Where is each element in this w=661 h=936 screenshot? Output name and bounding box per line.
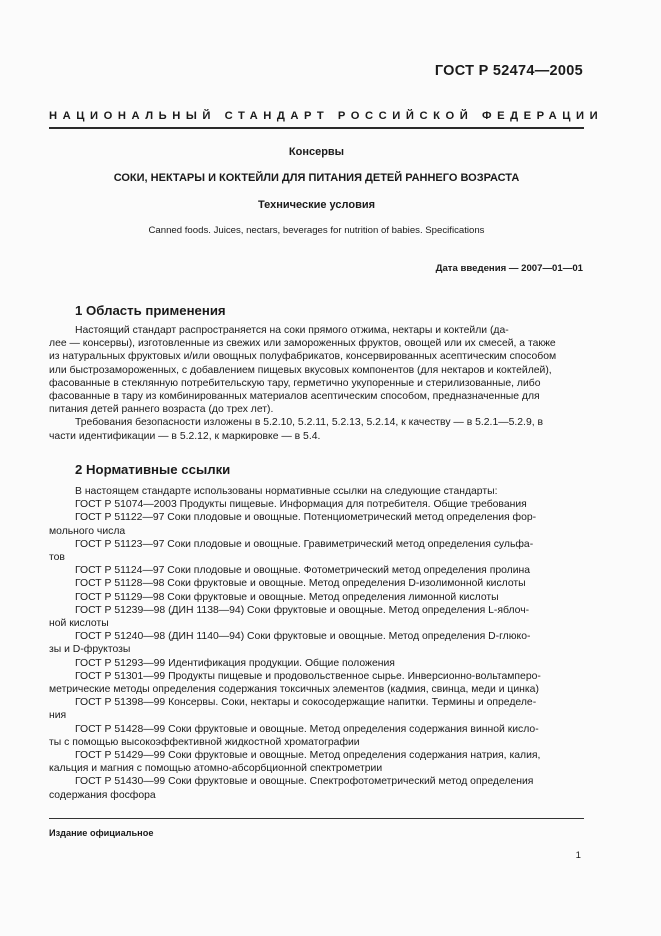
text-line: ГОСТ Р 51129—98 Соки фруктовые и овощные. Метод определения лимонной кислоты xyxy=(75,591,499,603)
text-line: ГОСТ Р 51301—99 Продукты пищевые и продовольственное сырье. Инверсионно-вольтамперо- xyxy=(75,670,541,682)
reference-item xyxy=(49,696,584,722)
text-line: ГОСТ Р 51123—97 Соки плодовые и овощные. Гравиметрический метод определения сульфа- xyxy=(75,538,534,550)
text-line: Настоящий стандарт распространяется на соки прямого отжима, нектары и коктейли (да- xyxy=(75,325,509,336)
text-line: ГОСТ Р 51430—99 Соки фруктовые и овощные. Спектрофотометрический метод определения xyxy=(75,776,534,788)
text-line: зы и D-фруктозы xyxy=(49,644,131,656)
title-main: СОКИ, НЕКТАРЫ И КОКТЕЙЛИ ДЛЯ ПИТАНИЯ ДЕТЕЙ РАННЕГО ВОЗРАСТА xyxy=(113,172,520,184)
text-line: ты с помощью высокоэффективной жидкостной хроматографии xyxy=(49,736,360,748)
text-line: ГОСТ Р 51239—98 (ДИН 1138—94) Соки фруктовые и овощные. Метод определения L-яблоч- xyxy=(75,604,530,616)
reference-item xyxy=(49,511,584,537)
text-line: ГОСТ Р 51429—99 Соки фруктовые и овощные. Метод определения содержания натрия, калия, xyxy=(75,750,541,762)
title-category: Консервы xyxy=(288,146,345,158)
text-line: лее — консервы), изготовленные из свежих или замороженных фруктов, овощей или их смесей, а также xyxy=(49,338,556,350)
document-code: ГОСТ Р 52474—2005 xyxy=(434,63,583,79)
text-line: ной кислоты xyxy=(49,618,109,630)
title-english: Canned foods. Juices, nectars, beverages for nutrition of babies. Specifications xyxy=(148,225,485,236)
reference-item xyxy=(49,775,584,801)
text-line: В настоящем стандарте использованы нормативные ссылки на следующие стандарты: xyxy=(75,486,498,497)
reference-item xyxy=(49,670,584,696)
text-line: ГОСТ Р 51074—2003 Продукты пищевые. Информация для потребителя. Общие требования xyxy=(75,499,527,511)
references-list xyxy=(49,498,584,802)
reference-item xyxy=(49,538,584,564)
text-line: содержания фосфора xyxy=(49,789,156,801)
section-1-body xyxy=(49,324,584,443)
text-line: кальция и магния с помощью атомно-абсорбционной спектрометрии xyxy=(49,763,383,775)
reference-item xyxy=(49,657,584,670)
section-1-paragraph-2 xyxy=(49,416,584,442)
reference-item xyxy=(49,630,584,656)
reference-item xyxy=(49,591,584,604)
national-standard-banner: НАЦИОНАЛЬНЫЙ СТАНДАРТ РОССИЙСКОЙ ФЕДЕРАЦИИ xyxy=(49,110,604,122)
text-line: или быстрозамороженных, с добавлением пищевых вкусовых компонентов (для нектаров и коктейлей), xyxy=(49,364,552,376)
page-number: 1 xyxy=(575,850,581,861)
text-line: ГОСТ Р 51293—99 Идентификация продукции. Общие положения xyxy=(75,657,395,669)
section-2-heading: 2 Нормативные ссылки xyxy=(75,462,231,477)
text-line: ГОСТ Р 51122—97 Соки плодовые и овощные. Потенциометрический метод определения фор- xyxy=(75,512,537,524)
reference-item xyxy=(49,723,584,749)
text-line: ГОСТ Р 51124—97 Соки плодовые и овощные. Фотометрический метод определения пролина xyxy=(75,565,531,577)
title-subtitle: Технические условия xyxy=(257,199,376,211)
text-line: фасованные в стеклянную потребительскую тару, герметично укупоренные и стерилизованные, либо xyxy=(49,377,541,389)
text-line: ния xyxy=(49,710,67,722)
text-line: фасованные в тару из комбинированных материалов асептическим способом, предназначенные для xyxy=(49,391,540,403)
text-line: тов xyxy=(49,552,65,564)
text-line: питания детей раннего возраста (до трех лет). xyxy=(49,404,274,416)
text-line: ГОСТ Р 51398—99 Консервы. Соки, нектары и сокосодержащие напитки. Термины и определе- xyxy=(75,697,537,709)
edition-label: Издание официальное xyxy=(49,828,154,838)
text-line: Требования безопасности изложены в 5.2.10, 5.2.11, 5.2.13, 5.2.14, к качеству — в 5.2.1—5.2.9, в xyxy=(75,417,544,429)
text-line: мольного числа xyxy=(49,525,126,537)
section-1-paragraph-1 xyxy=(49,324,584,416)
reference-item xyxy=(49,604,584,630)
section-2-intro xyxy=(49,485,584,498)
reference-item xyxy=(49,498,584,511)
section-1-heading: 1 Область применения xyxy=(75,303,226,318)
reference-item xyxy=(49,577,584,590)
text-line: ГОСТ Р 51428—99 Соки фруктовые и овощные. Метод определения содержания винной кисло- xyxy=(75,723,539,735)
footer-rule xyxy=(49,818,584,819)
reference-item xyxy=(49,564,584,577)
text-line: из натуральных фруктовых и/или овощных полуфабрикатов, консервированных асептическим способом xyxy=(49,351,557,363)
text-line: части идентификации — в 5.2.12, к маркировке — в 5.4. xyxy=(49,430,321,442)
text-line: ГОСТ Р 51128—98 Соки фруктовые и овощные. Метод определения D-изолимонной кислоты xyxy=(75,578,526,590)
text-line: ГОСТ Р 51240—98 (ДИН 1140—94) Соки фруктовые и овощные. Метод определения D-глюко- xyxy=(75,631,531,643)
reference-item xyxy=(49,749,584,775)
header-rule xyxy=(49,127,584,129)
section-2-body xyxy=(49,485,584,802)
effective-date: Дата введения — 2007—01—01 xyxy=(435,263,583,274)
text-line: метрические методы определения содержания токсичных элементов (кадмия, свинца, меди и цинка) xyxy=(49,684,539,696)
